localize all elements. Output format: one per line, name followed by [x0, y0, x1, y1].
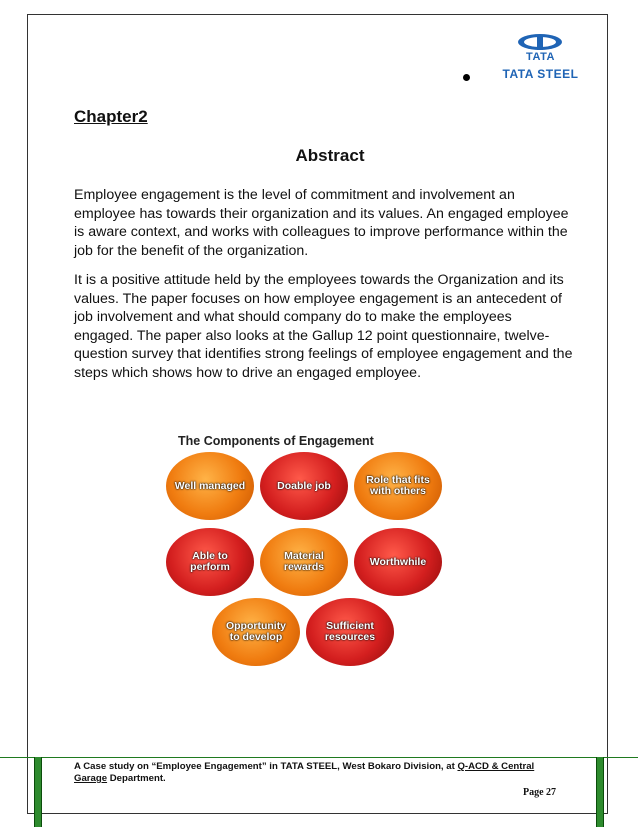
footer-bar-left	[34, 757, 42, 827]
footer-text-part2: Department.	[107, 773, 166, 784]
footer-text	[74, 761, 544, 785]
page-number: Page 27	[523, 787, 557, 798]
footer-text-part1: A Case study on “Employee Engagement” in TATA STEEL, West Bokaro Division, at	[74, 761, 458, 772]
abstract-paragraph-2: It is a positive attitude held by the employees towards the Organization and its values. The paper focuses on how employee engagement is an antecedent of job involvement and what should company do to make the employees engaged. The paper also looks at the Gallup 12 point questionnaire, twelve-question survey that identifies strong feelings of employee engagement and the steps which shows how to drive an engaged employee.	[74, 272, 573, 381]
bullet-dot	[463, 74, 470, 81]
abstract-paragraph-1: Employee engagement is the level of commitment and involvement an employee has towards their organization and its values. An engaged employee is aware context, and works with colleagues to improve performance within the job for the benefit of the organization.	[74, 187, 569, 259]
component-opportunity: Opportunity to develop	[212, 598, 300, 666]
logo-text-tata: TATA	[526, 51, 555, 63]
component-well-managed: Well managed	[166, 452, 254, 520]
component-material-rewards: Material rewards	[260, 528, 348, 596]
component-doable-job: Doable job	[260, 452, 348, 520]
engagement-components-figure	[160, 430, 450, 670]
footer-bar-right	[596, 757, 604, 827]
footer-divider	[0, 757, 638, 758]
tata-steel-logo	[488, 33, 593, 85]
logo-text-tata-steel: TATA STEEL	[502, 67, 579, 81]
footer-text-underlined: Q-ACD & Central Garage	[74, 761, 535, 784]
component-sufficient-resources: Sufficient resources	[306, 598, 394, 666]
page-border	[27, 14, 608, 814]
figure-title: The Components of Engagement	[178, 434, 374, 448]
chapter-title: Chapter2	[74, 107, 148, 126]
component-role-fits: Role that fits with others	[354, 452, 442, 520]
abstract-heading: Abstract	[295, 146, 365, 165]
tata-emblem-icon	[516, 33, 564, 51]
component-worthwhile: Worthwhile	[354, 528, 442, 596]
component-able-to-perform: Able to perform	[166, 528, 254, 596]
